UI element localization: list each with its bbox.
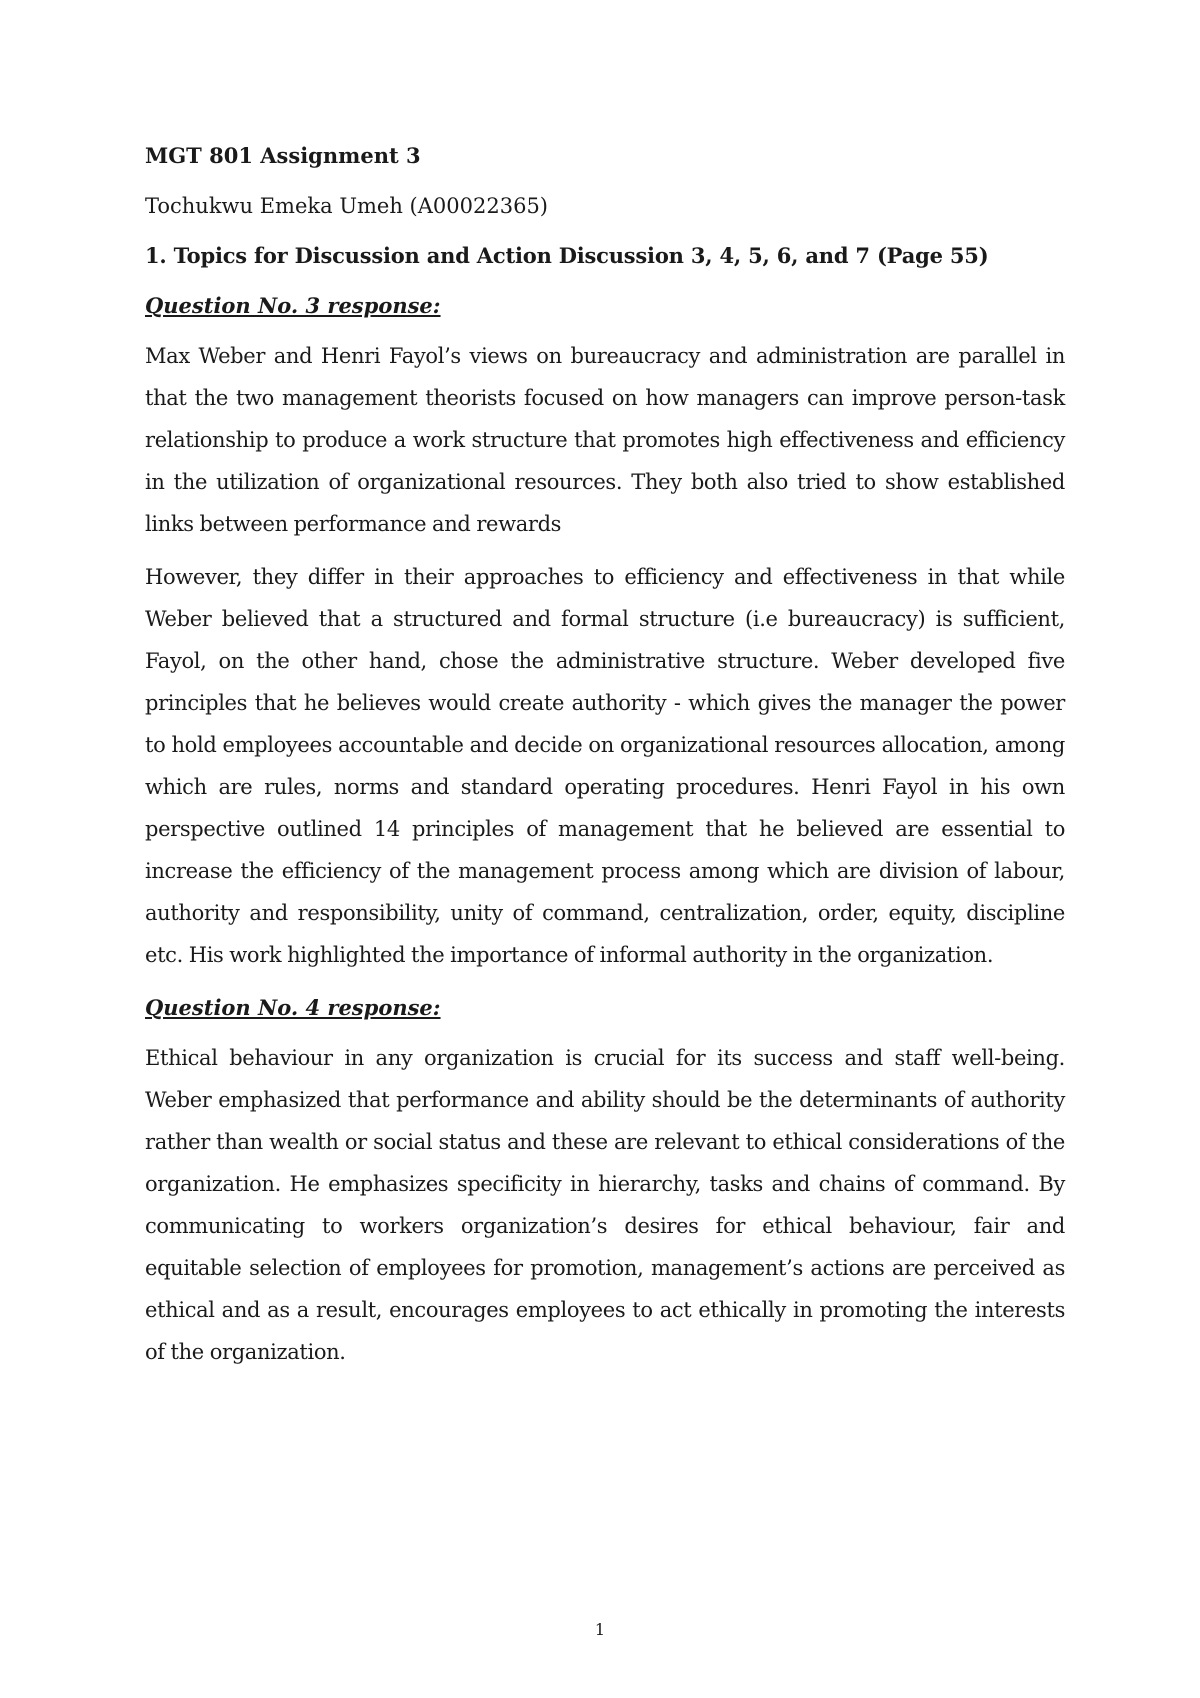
document-body <box>145 142 1065 1393</box>
question-4-paragraph-1: Ethical behaviour in any organization is crucial for its success and staff well-being. Weber emphasized that performance and ability should be the determinants of authority rather than wealth or social status and these are relevant to ethical considerations of the organization. He emphasizes specificity in hierarchy, tasks and chains of command. By communicating to workers organization’s desires for ethical behaviour, fair and equitable selection of employees for promotion, management’s actions are perceived as ethical and as a result, encourages employees to act ethically in promoting the interests of the organization. <box>145 1046 1065 1364</box>
question-3-paragraph-1: Max Weber and Henri Fayol’s views on bureaucracy and administration are parallel in that the two management theorists focused on how managers can improve person-task relationship to produce a work structure that promotes high effectiveness and efficiency in the utilization of organizational resources. They both also tried to show established links between performance and rewards <box>145 344 1065 536</box>
question-4-heading: Question No. 4 response: <box>145 995 441 1020</box>
author-line: Tochukwu Emeka Umeh (A00022365) <box>145 194 548 218</box>
document-title: MGT 801 Assignment 3 <box>145 143 421 168</box>
page-number: 1 <box>594 1620 606 1639</box>
section-heading: 1. Topics for Discussion and Action Discussion 3, 4, 5, 6, and 7 (Page 55) <box>145 243 989 268</box>
question-3-paragraph-2: However, they differ in their approaches to efficiency and effectiveness in that while Weber believed that a structured and formal structure (i.e bureaucracy) is sufficient, Fayol, on the other hand, chose the administrative structure. Weber developed five principles that he believes would create authority - which gives the manager the power to hold employees accountable and decide on organizational resources allocation, among which are rules, norms and standard operating procedures. Henri Fayol in his own perspective outlined 14 principles of management that he believed are essential to increase the efficiency of the management process among which are division of labour, authority and responsibility, unity of command, centralization, order, equity, discipline etc. His work highlighted the importance of informal authority in the organization. <box>145 565 1065 967</box>
question-3-heading: Question No. 3 response: <box>145 293 441 318</box>
